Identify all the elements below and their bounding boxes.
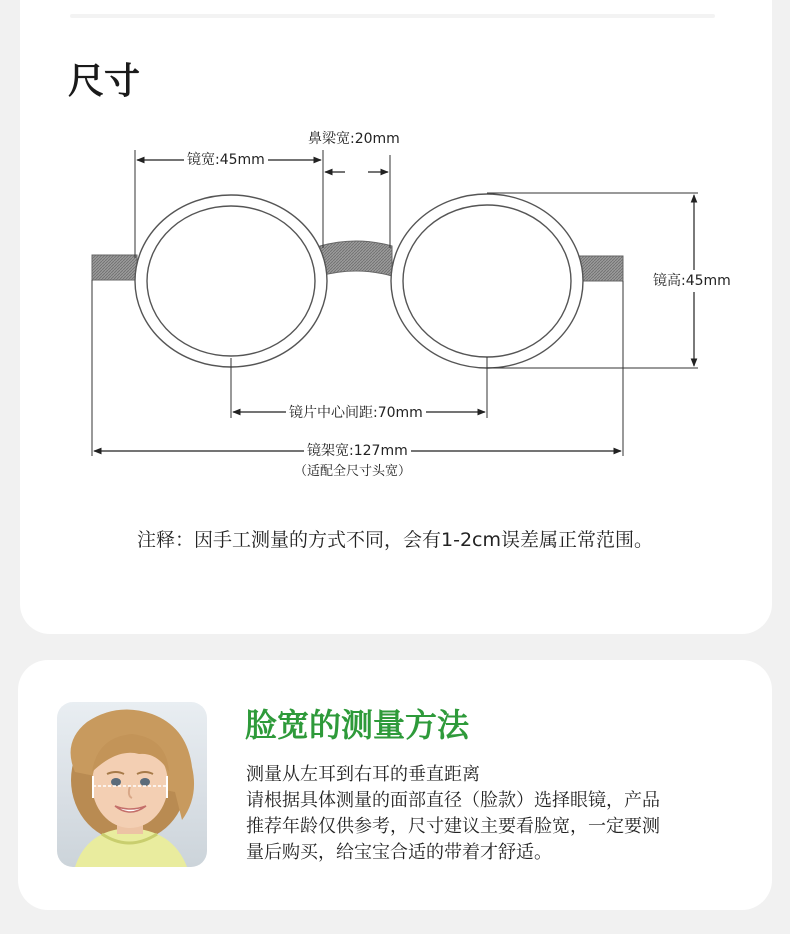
description-line: 测量从左耳到右耳的垂直距离 [246,764,480,785]
child-portrait-icon [57,702,207,867]
nose-bridge [320,241,392,276]
left-temple [92,255,137,280]
face-measure-title: 脸宽的测量方法 [245,706,470,744]
face-measure-description [246,762,746,866]
frame-width-label: 镜架宽:127mm [304,442,411,460]
description-line: 推荐年龄仅供参考，尺寸建议主要看脸宽，一定要测 [246,816,660,837]
lens-center-distance-label: 镜片中心间距:70mm [286,404,426,422]
child-portrait-photo [57,702,207,867]
left-lens [147,206,315,356]
lens-width-label: 镜宽:45mm [184,151,268,169]
nose-bridge-width-label: 鼻梁宽:20mm [305,130,403,148]
measurement-note: 注释：因手工测量的方式不同，会有1-2cm误差属正常范围。 [137,529,653,551]
description-line: 请根据具体测量的面部直径（脸款）选择眼镜，产品 [246,790,660,811]
frame-width-note: （适配全尺寸头宽） [291,463,414,481]
section-title: 尺寸 [68,61,141,102]
right-temple [578,256,623,281]
description-line: 量后购买，给宝宝合适的带着才舒适。 [246,842,552,863]
right-lens [403,205,571,357]
lens-height-label: 镜高:45mm [650,272,734,290]
